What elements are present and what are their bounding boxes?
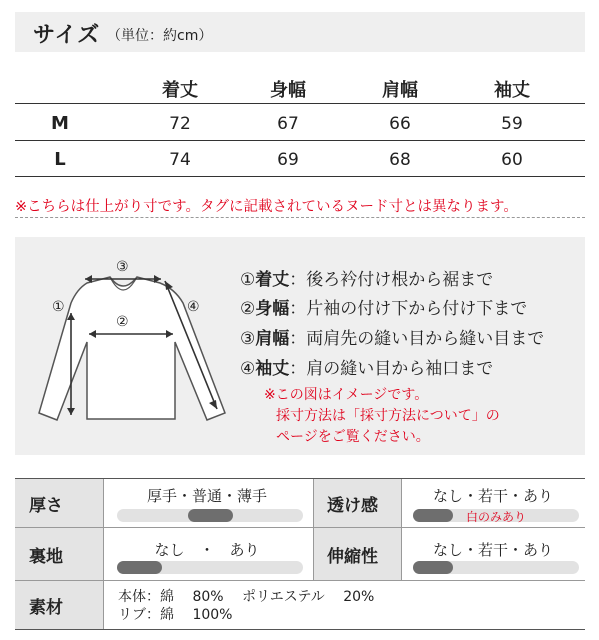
lining-scale-fill [117, 561, 162, 574]
table-cell: 67 [277, 114, 299, 134]
col-header-length: 着丈 [162, 80, 198, 101]
lining-scale [117, 561, 303, 574]
spec-divider [401, 479, 402, 580]
spec-label-material: 素材 [15, 581, 103, 629]
table-cell: 69 [277, 150, 299, 170]
shirt-diagram-icon [15, 237, 245, 455]
legend-term: 身幅 [255, 299, 290, 319]
legend-term: 袖丈 [255, 359, 290, 379]
thickness-scale [117, 509, 303, 522]
legend-item-chest [240, 294, 527, 319]
row-size-m: M [51, 113, 69, 134]
stretch-options: なし・若干・あり [432, 541, 553, 559]
legend-item-sleeve [240, 354, 493, 379]
size-table-rule-top [15, 103, 585, 104]
size-table-rule-bottom [15, 176, 585, 177]
spec-divider [15, 580, 585, 581]
diagram-note-line: ページをご覧ください。 [276, 429, 430, 445]
table-cell: 68 [389, 150, 411, 170]
size-note: ※こちらは仕上がり寸です。タグに記載されているヌード寸とは異なります。 [15, 199, 518, 215]
size-header-band [15, 12, 585, 52]
spec-label-thickness: 厚さ [15, 479, 103, 527]
legend-num: ① [240, 270, 256, 290]
marker-shoulder: ③ [116, 259, 129, 275]
diagram-note-line: 採寸方法は「採寸方法について」の [276, 408, 500, 424]
marker-chest: ② [116, 314, 129, 330]
size-title: サイズ [33, 23, 101, 48]
table-cell: 72 [169, 114, 191, 134]
table-cell: 66 [389, 114, 411, 134]
legend-item-length [240, 265, 493, 290]
legend-desc: ：片袖の付け下から付け下まで [289, 299, 528, 319]
row-size-l: L [54, 149, 66, 170]
col-header-sleeve: 袖丈 [494, 80, 530, 101]
col-header-shoulder: 肩幅 [382, 80, 418, 101]
sheerness-note: 白のみあり [465, 510, 526, 524]
lining-options: なし ・ あり [154, 541, 260, 559]
size-table-rule-mid [15, 140, 585, 141]
spec-divider [103, 479, 104, 629]
diagram-note [264, 385, 500, 448]
marker-length: ① [52, 299, 65, 315]
stretch-scale-fill [413, 561, 453, 574]
material-line-rib: リブ：綿 100% [118, 607, 233, 623]
table-cell: 60 [501, 150, 523, 170]
legend-num: ② [240, 299, 256, 319]
size-unit: （単位：約cm） [107, 28, 213, 44]
spec-divider [313, 479, 314, 580]
spec-label-stretch: 伸縮性 [313, 528, 401, 580]
material-line-body: 本体：綿 80% ポリエステル 20% [118, 589, 375, 605]
legend-num: ③ [240, 329, 256, 349]
col-header-chest: 身幅 [270, 80, 306, 101]
spec-label-lining: 裏地 [15, 528, 103, 580]
sheerness-options: なし・若干・あり [432, 487, 553, 505]
legend-num: ④ [240, 359, 256, 379]
legend-desc: ：後ろ衿付け根から裾まで [289, 270, 494, 290]
legend-item-shoulder [240, 324, 544, 349]
spec-divider [15, 527, 585, 528]
legend-desc: ：肩の縫い目から袖口まで [289, 359, 494, 379]
thickness-options: 厚手・普通・薄手 [146, 487, 267, 505]
size-note-rule [15, 217, 585, 218]
table-cell: 59 [501, 114, 523, 134]
stretch-scale [413, 561, 579, 574]
legend-term: 肩幅 [255, 329, 290, 349]
legend-desc: ：両肩先の縫い目から縫い目まで [289, 329, 545, 349]
table-cell: 74 [169, 150, 191, 170]
thickness-scale-fill [188, 509, 233, 522]
spec-label-sheerness: 透け感 [313, 479, 401, 527]
diagram-note-line: ※この図はイメージです。 [264, 387, 429, 403]
legend-term: 着丈 [255, 270, 290, 290]
marker-sleeve: ④ [187, 299, 200, 315]
spec-table [15, 478, 585, 630]
